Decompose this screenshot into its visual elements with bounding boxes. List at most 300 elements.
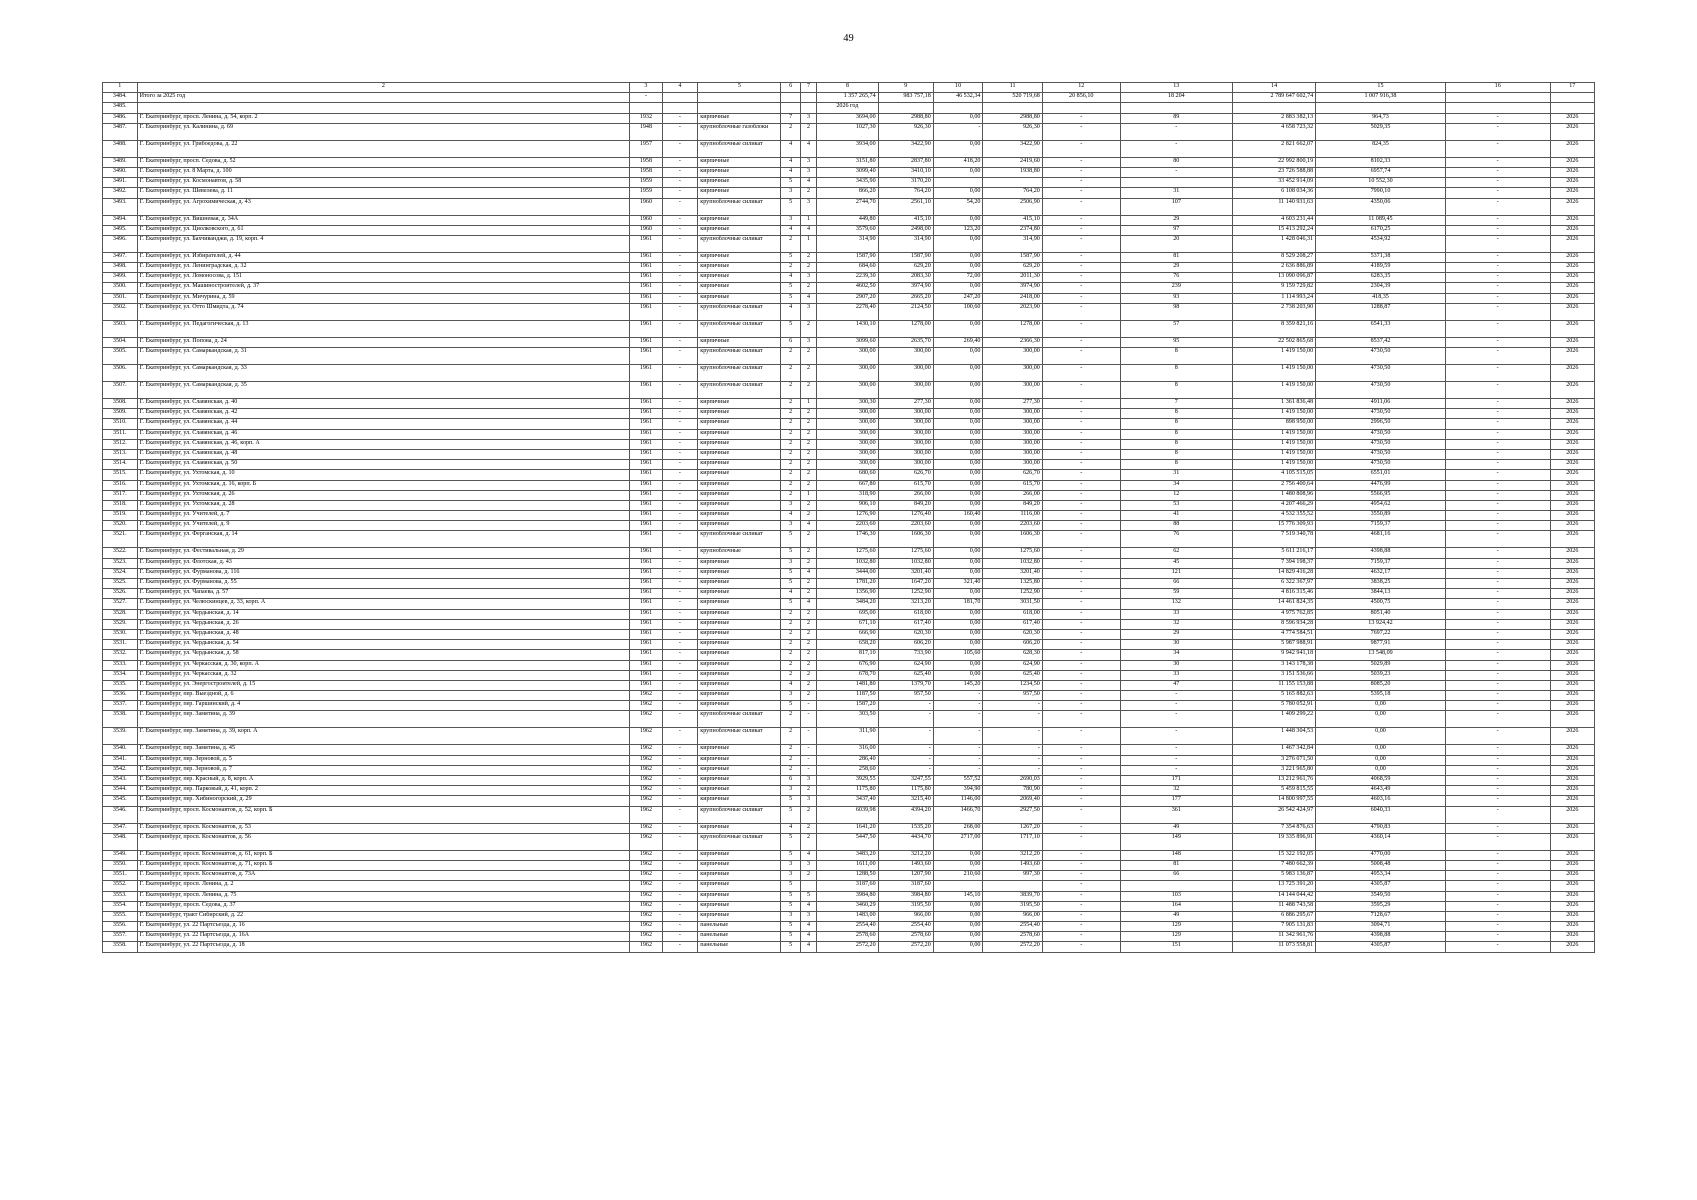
table-cell: 5 [800, 891, 816, 901]
table-cell: 2 [781, 123, 800, 140]
table-row [103, 558, 1595, 568]
table-cell: 2 [781, 490, 800, 500]
table-cell: - [1042, 490, 1120, 500]
table-cell: 5395,18 [1316, 691, 1446, 701]
table-cell: 2026 [1550, 609, 1594, 619]
table-cell: 658,20 [817, 640, 879, 650]
table-cell: 4730,50 [1316, 365, 1446, 382]
table-row [103, 123, 1595, 140]
table-cell: - [1445, 548, 1550, 558]
table-cell: 817,10 [817, 650, 879, 660]
table-cell: 1116,00 [983, 511, 1042, 521]
table-row [103, 198, 1595, 215]
table-cell [1445, 103, 1550, 113]
table-cell: - [1445, 728, 1550, 745]
table-cell: 9877,91 [1316, 640, 1446, 650]
table-cell: 0,00 [933, 568, 983, 578]
table-cell: 1932 [630, 113, 662, 123]
table-cell: 2026 [1550, 796, 1594, 806]
table-cell: 149 [1120, 833, 1232, 850]
table-cell: 5 [781, 548, 800, 558]
table-cell [983, 103, 1042, 113]
table-cell: 53 [1120, 500, 1232, 510]
table-cell: 4 532 355,52 [1232, 511, 1315, 521]
table-cell: - [662, 399, 698, 409]
table-cell: Г. Екатеринбург, ул. Челюскинцев, д. 33, корп. А [137, 599, 630, 609]
table-cell: 81 [1120, 860, 1232, 870]
table-cell: - [1445, 521, 1550, 531]
table-cell: 1641,20 [817, 823, 879, 833]
table-cell: 171 [1120, 776, 1232, 786]
table-cell: 286,40 [817, 755, 879, 765]
table-cell: 300,30 [817, 399, 879, 409]
table-cell: - [1445, 293, 1550, 303]
table-cell: 5 [781, 932, 800, 942]
table-cell: 300,00 [878, 365, 933, 382]
table-cell: 1175,80 [817, 786, 879, 796]
table-cell: - [1445, 786, 1550, 796]
table-cell: 4 [800, 521, 816, 531]
column-header: 15 [1316, 83, 1446, 93]
table-cell: крупноблочные силикат [698, 365, 781, 382]
table-cell: 1960 [630, 198, 662, 215]
table-cell: 2 [800, 548, 816, 558]
table-cell: 1275,60 [878, 548, 933, 558]
table-cell [698, 103, 781, 113]
table-cell: 18 204 [1120, 93, 1232, 103]
table-cell: - [1042, 348, 1120, 365]
table-cell: 2 [800, 640, 816, 650]
table-row [103, 860, 1595, 870]
table-cell: - [1445, 439, 1550, 449]
table-cell: - [1445, 609, 1550, 619]
table-cell: 2 [781, 609, 800, 619]
table-cell: 2026 [1550, 293, 1594, 303]
table-cell: 4 [800, 568, 816, 578]
table-cell: 76 [1120, 273, 1232, 283]
table-cell: 2026 [1550, 680, 1594, 690]
table-cell: 2026 [1550, 728, 1594, 745]
table-cell: 314,90 [817, 235, 879, 252]
table-cell: 19 335 896,91 [1232, 833, 1315, 850]
table-cell: 1587,90 [878, 252, 933, 262]
table-cell: крупноблочные газоблоки [698, 123, 781, 140]
table-cell: 2239,30 [817, 273, 879, 283]
table-row [103, 215, 1595, 225]
table-cell: - [662, 480, 698, 490]
table-cell: 418,20 [933, 157, 983, 167]
table-cell: - [1445, 691, 1550, 701]
table-cell: 181,70 [933, 599, 983, 609]
table-cell: 2 [781, 419, 800, 429]
table-cell: - [630, 93, 662, 103]
table-cell: 2717,00 [933, 833, 983, 850]
table-cell: 678,70 [817, 670, 879, 680]
table-cell [781, 103, 800, 113]
table-cell: кирпичные [698, 680, 781, 690]
table-cell: 129 [1120, 922, 1232, 932]
table-cell: - [662, 891, 698, 901]
table-cell: - [1445, 123, 1550, 140]
table-cell: 4 [800, 178, 816, 188]
table-cell: Г. Екатеринбург, ул. Чердынская, д. 54 [137, 640, 630, 650]
table-cell: - [1042, 113, 1120, 123]
table-cell: 2 738 203,90 [1232, 303, 1315, 320]
table-cell: 321,40 [933, 579, 983, 589]
table-cell: 45 [1120, 558, 1232, 568]
table-cell: 3523. [103, 558, 138, 568]
table-cell: 5 [781, 599, 800, 609]
table-cell: - [933, 745, 983, 755]
table-cell: 1959 [630, 188, 662, 198]
table-cell: 3504. [103, 337, 138, 347]
table-cell: 13 725 391,20 [1232, 881, 1315, 891]
table-cell: Г. Екатеринбург, ул. Космонавтов, д. 58 [137, 178, 630, 188]
table-cell: 2 [781, 399, 800, 409]
table-cell: 5 [781, 881, 800, 891]
table-cell: 695,00 [817, 609, 879, 619]
table-cell: 1267,20 [983, 823, 1042, 833]
table-cell: 0,00 [933, 252, 983, 262]
table-cell: 3 [800, 198, 816, 215]
table-cell: 2 [781, 449, 800, 459]
table-cell: - [1042, 691, 1120, 701]
table-cell: 4770,00 [1316, 850, 1446, 860]
table-cell: 1278,00 [878, 320, 933, 337]
table-row [103, 113, 1595, 123]
table-row [103, 640, 1595, 650]
table-cell: - [1042, 531, 1120, 548]
table-cell: 1961 [630, 439, 662, 449]
table-cell: 0,00 [933, 860, 983, 870]
table-cell: 1 448 304,53 [1232, 728, 1315, 745]
table-cell: 4 [800, 225, 816, 235]
table-cell: 1961 [630, 235, 662, 252]
table-cell: 764,20 [878, 188, 933, 198]
table-cell: - [662, 629, 698, 639]
table-cell: 3 221 965,80 [1232, 765, 1315, 775]
table-row [103, 881, 1595, 891]
table-cell: 6 [781, 776, 800, 786]
table-cell: Г. Екатеринбург, пер. Гаршинский, д. 4 [137, 701, 630, 711]
table-cell: кирпичные [698, 188, 781, 198]
table-cell: - [662, 833, 698, 850]
table-cell: 2026 [1550, 449, 1594, 459]
table-cell: 2 [800, 806, 816, 823]
table-cell: 8537,42 [1316, 337, 1446, 347]
table-cell: 2 [800, 823, 816, 833]
table-cell: 2026 [1550, 599, 1594, 609]
table-row [103, 460, 1595, 470]
table-cell: 2837,80 [878, 157, 933, 167]
table-cell: 4730,50 [1316, 460, 1446, 470]
table-cell: кирпичные [698, 511, 781, 521]
table-cell: кирпичные [698, 252, 781, 262]
table-cell: 3495. [103, 225, 138, 235]
table-cell: - [662, 470, 698, 480]
table-cell: 5 987 988,91 [1232, 640, 1315, 650]
table-cell: 4 [781, 303, 800, 320]
table-cell: 1961 [630, 629, 662, 639]
table-cell: 3460,29 [817, 901, 879, 911]
table-cell: 4 [781, 823, 800, 833]
table-cell: 2 [781, 629, 800, 639]
table-row [103, 429, 1595, 439]
table-cell: 2366,30 [983, 337, 1042, 347]
table-row [103, 439, 1595, 449]
table-cell: 2026 [1550, 691, 1594, 701]
table-row [103, 511, 1595, 521]
table-cell: Г. Екатеринбург, ул. Славянская, д. 46 [137, 429, 630, 439]
table-cell: 3579,60 [817, 225, 879, 235]
table-cell: 3550. [103, 860, 138, 870]
table-cell: - [1445, 806, 1550, 823]
table-cell: - [1445, 198, 1550, 215]
table-cell: Г. Екатеринбург, ул. Мичурина, д. 59 [137, 293, 630, 303]
table-cell: - [1042, 167, 1120, 177]
table-cell: 300,00 [817, 365, 879, 382]
table-cell: 1961 [630, 320, 662, 337]
table-cell: - [983, 765, 1042, 775]
table-cell: Г. Екатеринбург, ул. Учителей, д. 9 [137, 521, 630, 531]
table-cell: 1961 [630, 293, 662, 303]
table-cell: 3557. [103, 932, 138, 942]
table-cell: 11 155 153,88 [1232, 680, 1315, 690]
table-row [103, 500, 1595, 510]
table-cell: 557,52 [933, 776, 983, 786]
table-cell [933, 103, 983, 113]
table-cell: 1961 [630, 511, 662, 521]
table-cell: - [662, 225, 698, 235]
table-cell: 300,00 [983, 365, 1042, 382]
table-cell: 906,10 [817, 500, 879, 510]
table-row [103, 348, 1595, 365]
table-cell: 0,00 [933, 558, 983, 568]
table-cell: 103 [1120, 891, 1232, 901]
table-cell: 2 [800, 470, 816, 480]
table-cell: 2554,40 [817, 922, 879, 932]
table-cell: 3549. [103, 850, 138, 860]
table-cell: 3 276 071,50 [1232, 755, 1315, 765]
table-cell: - [1445, 871, 1550, 881]
table-cell: 1746,30 [817, 531, 879, 548]
table-cell: - [1120, 755, 1232, 765]
table-cell: 957,50 [878, 691, 933, 701]
table-row [103, 823, 1595, 833]
table-cell: 8 596 934,28 [1232, 619, 1315, 629]
table-cell: 1961 [630, 670, 662, 680]
table-cell: 2 [800, 439, 816, 449]
table-cell: 300,00 [817, 419, 879, 429]
table-cell: Г. Екатеринбург, пер. Замятина, д. 39, корп. А [137, 728, 630, 745]
table-cell: 1962 [630, 911, 662, 921]
table-cell: 2 756 400,64 [1232, 480, 1315, 490]
table-cell: - [1445, 490, 1550, 500]
table-cell: 3536. [103, 691, 138, 701]
table-cell: крупноблочные силикат [698, 806, 781, 823]
table-cell: 3515. [103, 470, 138, 480]
table-cell: 31 [1120, 188, 1232, 198]
table-cell: - [1042, 922, 1120, 932]
table-cell: 3 [800, 303, 816, 320]
table-cell: Г. Екатеринбург, просп. Космонавтов, д. 56 [137, 833, 630, 850]
table-cell: 4730,50 [1316, 449, 1446, 459]
table-cell: 54,20 [933, 198, 983, 215]
table-cell: 3 [781, 691, 800, 701]
table-cell: 3510. [103, 419, 138, 429]
table-cell: - [1445, 113, 1550, 123]
table-cell: - [662, 449, 698, 459]
table-cell: 1961 [630, 470, 662, 480]
table-cell: 2 [800, 320, 816, 337]
table-cell: 7159,37 [1316, 521, 1446, 531]
table-cell: кирпичные [698, 650, 781, 660]
column-header: 8 [817, 83, 879, 93]
table-cell: - [1445, 273, 1550, 283]
table-cell: 3492. [103, 188, 138, 198]
table-cell: 1961 [630, 273, 662, 283]
table-cell: 2907,20 [817, 293, 879, 303]
table-cell: кирпичные [698, 609, 781, 619]
table-cell: панельные [698, 922, 781, 932]
table-cell: крупноблочные силикат [698, 140, 781, 157]
table-cell: 628,30 [983, 650, 1042, 660]
table-cell: 0,00 [933, 548, 983, 558]
table-cell: 2026 [1550, 640, 1594, 650]
table-cell: Г. Екатеринбург, пер. Замятина, д. 45 [137, 745, 630, 755]
table-cell: 7128,67 [1316, 911, 1446, 921]
table-cell: 764,20 [983, 188, 1042, 198]
table-cell: - [662, 511, 698, 521]
table-cell: 1252,90 [983, 589, 1042, 599]
table-cell: - [1445, 823, 1550, 833]
table-cell: 2 [800, 382, 816, 399]
table-cell: Г. Екатеринбург, ул. Ухтомская, д. 26 [137, 490, 630, 500]
table-cell: - [1042, 429, 1120, 439]
table-cell: 1275,60 [983, 548, 1042, 558]
table-cell: 3247,55 [878, 776, 933, 786]
column-header: 4 [662, 83, 698, 93]
table-cell: - [662, 198, 698, 215]
table-cell: 3531. [103, 640, 138, 650]
table-cell: 1962 [630, 891, 662, 901]
table-cell: 1 114 993,24 [1232, 293, 1315, 303]
table-cell [1120, 881, 1232, 891]
table-cell: 3 [800, 911, 816, 921]
table-cell: 5 780 052,91 [1232, 701, 1315, 711]
table-cell: 2026 [1550, 490, 1594, 500]
table-cell: кирпичные [698, 480, 781, 490]
table-cell: крупноблочные силикат [698, 235, 781, 252]
table-cell: Г. Екатеринбург, ул. Агрохимическая, д. 43 [137, 198, 630, 215]
table-cell: кирпичные [698, 215, 781, 225]
table-cell: Г. Екатеринбург, ул. Славянская, д. 50 [137, 460, 630, 470]
table-cell: 3507. [103, 382, 138, 399]
table-cell: - [1042, 399, 1120, 409]
table-cell: 0,00 [933, 399, 983, 409]
table-cell: - [662, 548, 698, 558]
table-cell: 3435,90 [817, 178, 879, 188]
table-cell: - [1042, 599, 1120, 609]
table-cell: 15 413 292,24 [1232, 225, 1315, 235]
table-cell: 2026 [1550, 157, 1594, 167]
table-cell: 1146,00 [933, 796, 983, 806]
table-cell: 1962 [630, 850, 662, 860]
table-cell: 2026 [1550, 252, 1594, 262]
table-cell: 3551. [103, 871, 138, 881]
table-cell: Г. Екатеринбург, пер. Хибиногорский, д. 29 [137, 796, 630, 806]
table-header-row [103, 83, 1595, 93]
table-cell: 277,30 [983, 399, 1042, 409]
table-cell: - [1445, 500, 1550, 510]
table-cell: 625,40 [878, 670, 933, 680]
table-cell: 4911,06 [1316, 399, 1446, 409]
table-cell: 32 [1120, 786, 1232, 796]
table-cell: 1275,60 [817, 548, 879, 558]
table-cell: - [1445, 429, 1550, 439]
table-cell: - [1445, 942, 1550, 952]
table-cell: - [662, 521, 698, 531]
table-cell: 898 950,00 [1232, 419, 1315, 429]
table-cell: 8 [1120, 348, 1232, 365]
table-row [103, 922, 1595, 932]
table-cell: 0,00 [933, 140, 983, 157]
table-cell: 4500,75 [1316, 599, 1446, 609]
table-cell: 2026 [1550, 235, 1594, 252]
table-cell: 300,00 [817, 460, 879, 470]
table-cell: 3546. [103, 806, 138, 823]
table-cell: 0,00 [933, 521, 983, 531]
table-cell: - [662, 167, 698, 177]
table-cell: 8085,20 [1316, 680, 1446, 690]
table-cell: 151 [1120, 942, 1232, 952]
table-cell: 2 [781, 728, 800, 745]
table-row [103, 140, 1595, 157]
table-cell: 29 [1120, 629, 1232, 639]
table-cell: - [1445, 589, 1550, 599]
table-cell: 2988,80 [983, 113, 1042, 123]
table-cell: 8 [1120, 409, 1232, 419]
table-cell: 1 [800, 490, 816, 500]
table-row [103, 629, 1595, 639]
table-cell: 0,00 [933, 167, 983, 177]
table-cell: 5 165 882,63 [1232, 691, 1315, 701]
table-cell [1232, 103, 1315, 113]
table-cell: 31 [1120, 470, 1232, 480]
table-cell: 0,00 [933, 470, 983, 480]
table-cell: 4730,50 [1316, 439, 1446, 449]
table-cell: 5 [781, 850, 800, 860]
table-cell: 3984,80 [878, 891, 933, 901]
table-cell: 4350,06 [1316, 198, 1446, 215]
table-cell: - [1042, 521, 1120, 531]
table-cell: кирпичные [698, 460, 781, 470]
table-cell: - [1445, 365, 1550, 382]
table-cell: 2 [800, 283, 816, 293]
table-cell: 1962 [630, 691, 662, 701]
table-cell: 1961 [630, 579, 662, 589]
table-cell: - [1042, 765, 1120, 775]
table-cell: - [1445, 382, 1550, 399]
table-cell: 3496. [103, 235, 138, 252]
table-cell: 4 658 723,32 [1232, 123, 1315, 140]
table-cell: 266,00 [983, 490, 1042, 500]
table-cell: 1961 [630, 449, 662, 459]
table-cell: 0,00 [933, 911, 983, 921]
table-cell: 2 [800, 670, 816, 680]
table-cell: - [662, 215, 698, 225]
table-cell: 3195,50 [878, 901, 933, 911]
